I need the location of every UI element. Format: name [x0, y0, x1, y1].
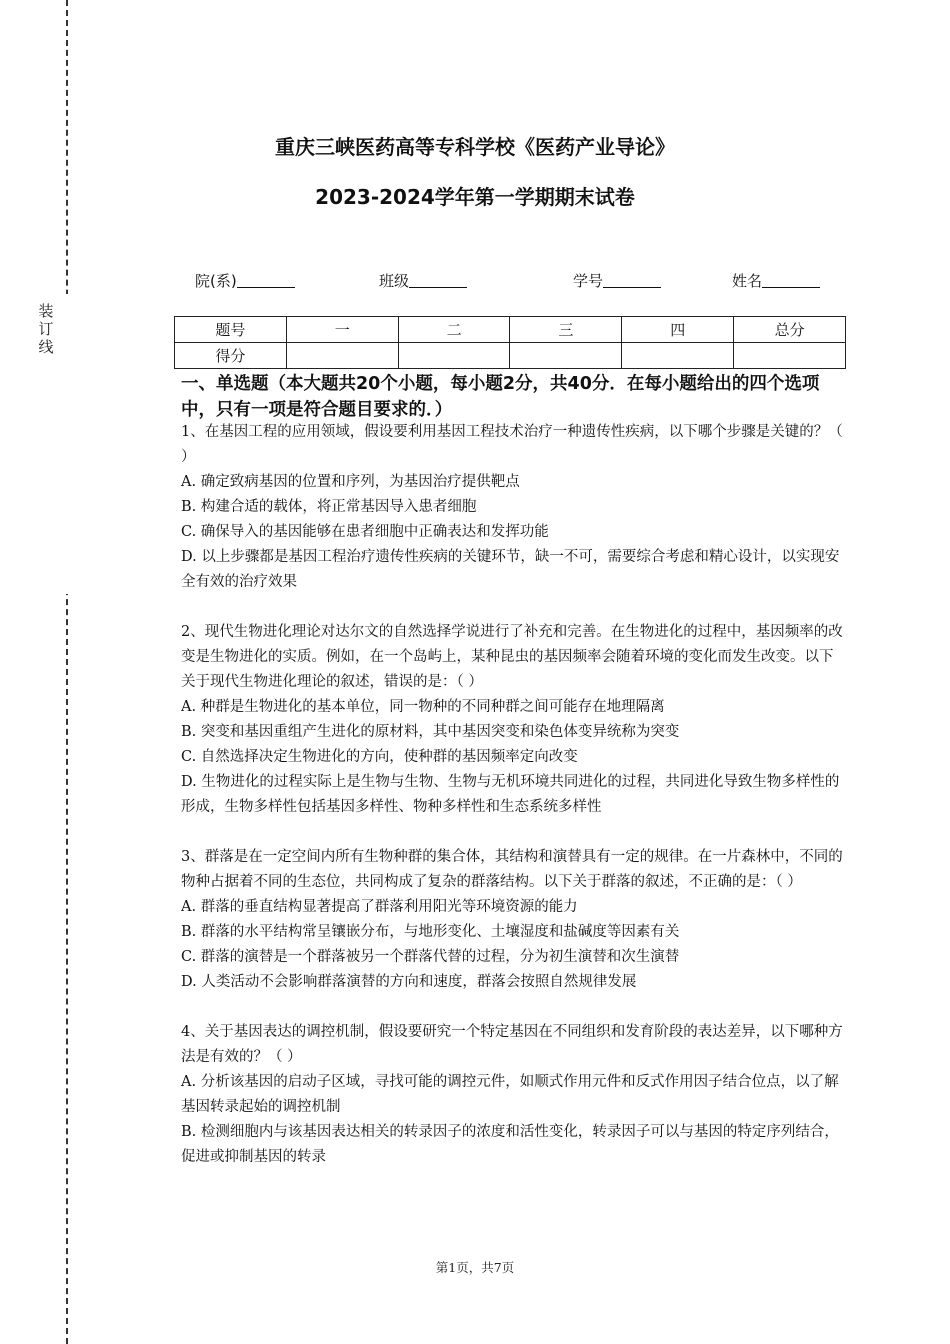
option-d: D. 以上步骤都是基因工程治疗遗传性疾病的关键环节，缺一不可，需要综合考虑和精心设计，以实现安全有效的治疗效果 — [181, 549, 840, 590]
student-id-field[interactable] — [573, 270, 661, 291]
option-a: A. 种群是生物进化的基本单位，同一物种的不同种群之间可能存在地理隔离 — [181, 699, 665, 715]
name-label: 姓名 — [732, 272, 763, 290]
name-blank[interactable] — [762, 272, 820, 288]
question-stem: 3、群落是在一定空间内所有生物种群的集合体，其结构和演替具有一定的规律。在一片森林中，不同的物种占据着不同的生态位，共同构成了复杂的群落结构。以下关于群落的叙述，不正确的是：（ ） — [181, 849, 843, 890]
question-stem: 1、在基因工程的应用领域，假设要利用基因工程技术治疗一种遗传性疾病，以下哪个步骤是关键的？（ ） — [181, 424, 843, 465]
score-table-header-cell: 二 — [398, 317, 510, 343]
score-table — [174, 316, 846, 369]
score-cell[interactable] — [622, 343, 734, 369]
exam-title-school: 重庆三峡医药高等专科学校《医药产业导论》 — [275, 135, 675, 159]
score-table-header-cell: 一 — [286, 317, 398, 343]
exam-title-term: 2023-2024学年第一学期期末试卷 — [315, 185, 635, 209]
option-d: D. 生物进化的过程实际上是生物与生物、生物与无机环境共同进化的过程，共同进化导致生物多样性的形成，生物多样性包括基因多样性、物种多样性和生态系统多样性 — [181, 774, 840, 815]
option-d: D. 人类活动不会影响群落演替的方向和速度，群落会按照自然规律发展 — [181, 974, 637, 990]
score-cell[interactable] — [734, 343, 846, 369]
option-a: A. 群落的垂直结构显著提高了群落利用阳光等环境资源的能力 — [181, 899, 578, 915]
student-id-label: 学号 — [573, 272, 604, 290]
page-footer: 第1页，共7页 — [435, 1260, 515, 1275]
binding-label: 装订线 — [38, 302, 54, 356]
option-b: B. 群落的水平结构常呈镶嵌分布，与地形变化、土壤湿度和盐碱度等因素有关 — [181, 924, 680, 940]
question-1 — [181, 420, 845, 595]
question-list — [181, 420, 845, 1195]
department-label: 院(系) — [195, 272, 237, 290]
class-label: 班级 — [379, 272, 410, 290]
question-stem: 4、关于基因表达的调控机制，假设要研究一个特定基因在不同组织和发育阶段的表达差异，以下哪种方法是有效的？（ ） — [181, 1024, 843, 1065]
option-c: C. 群落的演替是一个群落被另一个群落代替的过程，分为初生演替和次生演替 — [181, 949, 680, 965]
class-field[interactable] — [379, 270, 467, 291]
option-a: A. 确定致病基因的位置和序列，为基因治疗提供靶点 — [181, 474, 520, 490]
score-table-header-cell: 总分 — [734, 317, 846, 343]
score-table-header-cell: 四 — [622, 317, 734, 343]
score-table-header-cell: 三 — [510, 317, 622, 343]
score-cell[interactable] — [286, 343, 398, 369]
score-row-label: 得分 — [175, 343, 287, 369]
question-4 — [181, 1020, 845, 1170]
question-2 — [181, 620, 845, 820]
option-c: C. 自然选择决定生物进化的方向，使种群的基因频率定向改变 — [181, 749, 578, 765]
score-table-score-row — [175, 343, 846, 369]
option-a: A. 分析该基因的启动子区域，寻找可能的调控元件，如顺式作用元件和反式作用因子结合位点，以了解基因转录起始的调控机制 — [181, 1074, 839, 1115]
student-info-row — [0, 270, 950, 292]
option-b: B. 检测细胞内与该基因表达相关的转录因子的浓度和活性变化，转录因子可以与基因的特定序列结合，促进或抑制基因的转录 — [181, 1124, 839, 1165]
department-blank[interactable] — [237, 272, 295, 288]
student-id-blank[interactable] — [603, 272, 661, 288]
score-table-header-cell: 题号 — [175, 317, 287, 343]
score-cell[interactable] — [510, 343, 622, 369]
question-3 — [181, 845, 845, 995]
class-blank[interactable] — [409, 272, 467, 288]
option-c: C. 确保导入的基因能够在患者细胞中正确表达和发挥功能 — [181, 524, 549, 540]
binding-gap — [60, 294, 74, 594]
option-b: B. 突变和基因重组产生进化的原材料，其中基因突变和染色体变异统称为突变 — [181, 724, 680, 740]
question-stem: 2、现代生物进化理论对达尔文的自然选择学说进行了补充和完善。在生物进化的过程中，基因频率的改变是生物进化的实质。例如，在一个岛屿上，某种昆虫的基因频率会随着环境的变化而发生改变。以下关于现代生物进化理论的叙述，错误的是：（ ） — [181, 624, 843, 690]
score-cell[interactable] — [398, 343, 510, 369]
option-b: B. 构建合适的载体，将正常基因导入患者细胞 — [181, 499, 477, 515]
section-heading: 一、单选题（本大题共20个小题，每小题2分，共40分．在每小题给出的四个选项中，只有一项是符合题目要求的．） — [181, 374, 820, 420]
score-table-header-row — [175, 317, 846, 343]
department-field[interactable] — [195, 270, 295, 291]
name-field[interactable] — [732, 270, 820, 291]
